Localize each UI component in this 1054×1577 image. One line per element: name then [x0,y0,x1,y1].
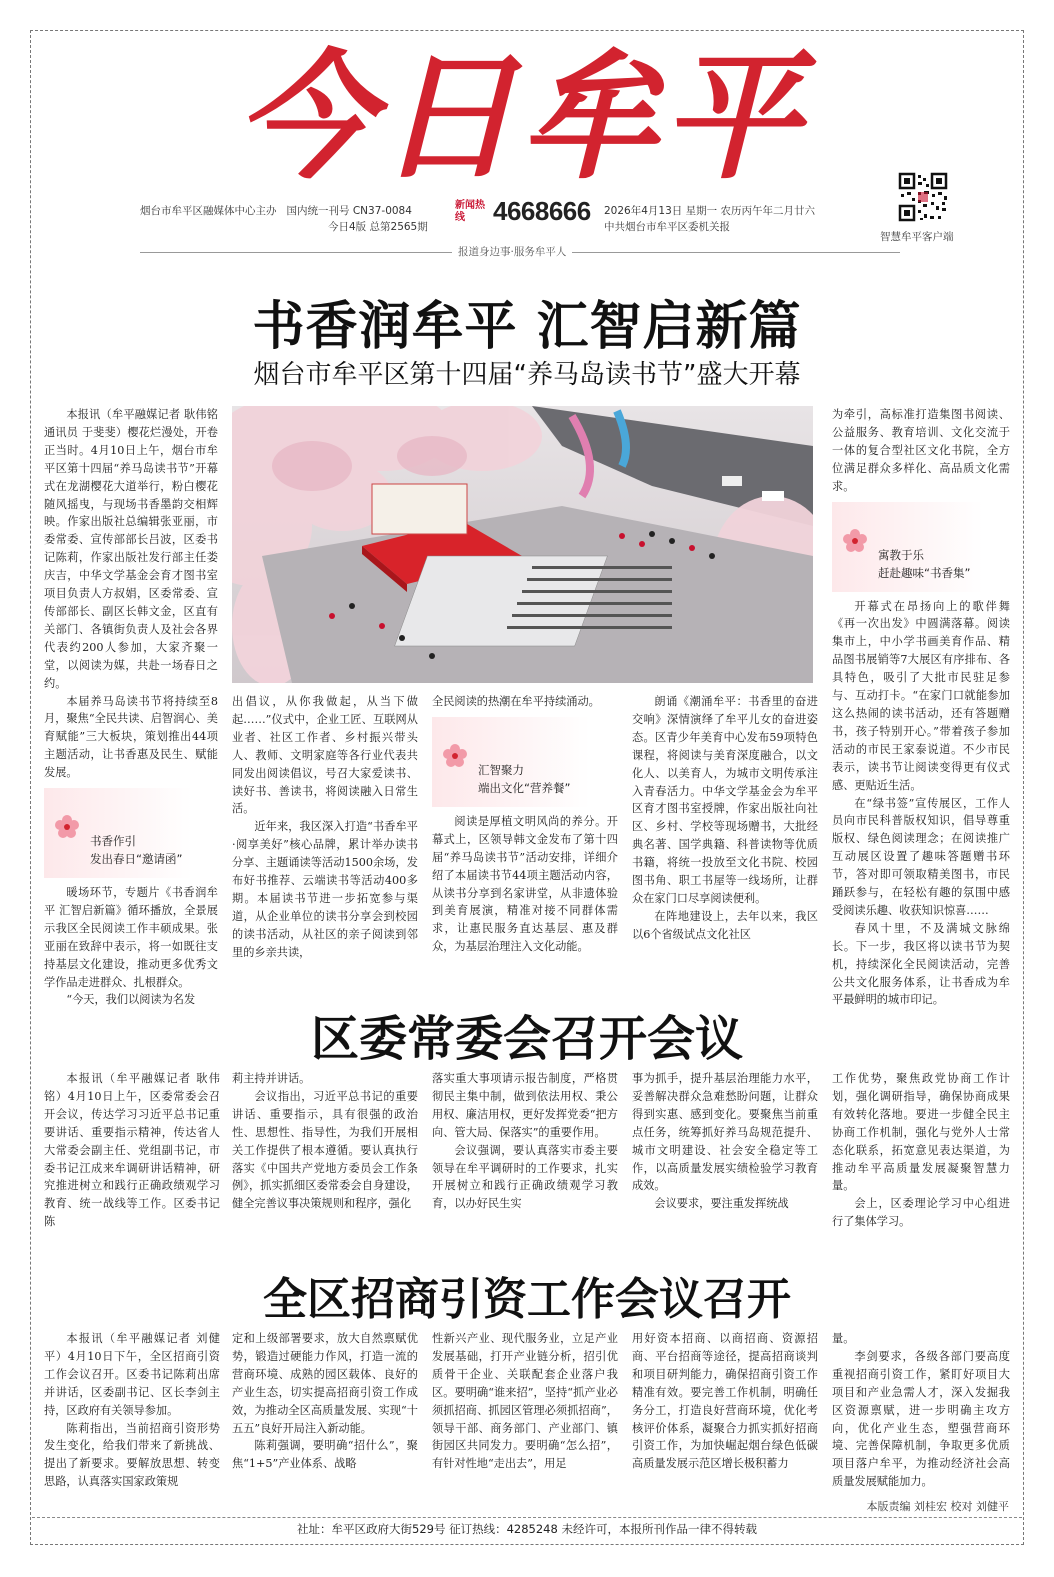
paragraph: 莉主持并讲话。 [232,1072,311,1085]
paragraph: “今天，我们以阅读为名发 [66,993,196,1007]
paragraph: 事为抓手，提升基层治理能力水平，妥善解决群众急难愁盼问题，让群众得到实惠、感到变化。要聚焦当前重点任务，统筹抓好养马岛规范提升、城市文明建设、社会安全稳定等工作，以高质量发展实绩检验学习教育成效。 [632,1072,818,1193]
article2-column-2 [232,1070,418,1213]
article1-column-1 [44,406,218,1009]
paragraph: 会议指出，习近平总书记的重要讲话、重要指示，具有很强的政治性、思想性、指导性，为我们开展相关工作提供了根本遵循。要认真执行落实《中国共产党地方委员会工作条例》，抓实抓细区委常委会自身建设，健全完善议事决策规则和程序，强化 [232,1089,418,1211]
article3-column-3 [432,1330,618,1473]
calligraphy-logo [200,40,840,190]
article1-title[interactable]: 书香润牟平 汇智启新篇 [252,297,802,357]
article3-column-5 [832,1330,1010,1491]
subhead-book-fair [832,502,1010,592]
publishing-org: 中共烟台市牟平区委机关报 [604,221,730,233]
article2-column-4 [632,1070,818,1213]
hotline-label: 新闻热线 [455,200,485,223]
logo-text: 今日牟平 [235,40,805,190]
article3-column-2 [232,1330,418,1473]
article1-column-3 [432,693,618,956]
paragraph: 工作优势，聚焦政党协商工作计划，强化调研指导，确保协商成果有效转化落地。要进一步健全民主协商工作机制，强化与党外人士常态化联系，拓宽意见表达渠道，为推动牟平高质量发展凝聚智慧力量。 [832,1072,1010,1193]
paragraph: 开幕式在昂扬向上的歌伴舞《再一次出发》中圆满落幕。阅读集市上，中小学书画美育作品、精品图书展销等7大展区有序排布、各具特色，吸引了大批市民驻足参与、互动打卡。“在家门口就能参加这么热闹的读书活动，还有答题赠书，孩子特别开心。”带着孩子参加活动的市民王家泰说道。不少市民表示，读书节让阅读变得更有仪式感、更贴近生活。 [832,599,1010,792]
footer-divider [32,1517,1022,1518]
masthead-meta-left [140,203,460,235]
paragraph: 近年来，我区深入打造“书香牟平·阅享美好”核心品牌，累计举办读书分享、主题诵读等活动1500余场，发布好书推荐、云端读书等活动400多期。本届读书节进一步拓宽参与渠道，从企业单位的读书分享会到校园的读书活动，从社区的亲子阅读到邻里的乡亲共读， [232,820,418,959]
paragraph: 陈莉指出，当前招商引资形势发生变化，给我们带来了新挑战、提出了新要求。要解放思想、转变思路，认真落实国家政策规 [44,1421,220,1489]
paragraph: 量。 [832,1332,855,1345]
cherry-blossom-icon [440,723,470,753]
paragraph: 春风十里，不及满城文脉绵长。下一步，我区将以读书节为契机，持续深化全民阅读活动，完善公共文化服务体系，让书香成为牟平最鲜明的城市印记。 [832,921,1010,1007]
article2-column-3 [432,1070,618,1213]
paragraph: 会议强调，要认真落实市委主要领导在牟平调研时的工作要求，扎实开展树立和践行正确政绩观学习教育，以办好民生实 [432,1143,618,1211]
article3-column-1 [44,1330,220,1491]
subhead-text: 寓教于乐 赶赴趣味“书香集” [878,547,971,580]
article2-title[interactable]: 区委常委会召开会议 [310,1011,743,1067]
paragraph: 本报讯（牟平融媒记者 耿伟铭）4月10日上午，区委常委会召开会议，传达学习习近平总书记重要讲话、重要指示精神，传达省人大常委会副主任、党组副书记，市委书记江成来牟调研讲话精神，研究推进树立和践行正确政绩观学习教育、统一战线等工作。区委书记陈 [44,1072,220,1229]
issue-date: 2026年4月13日 星期一 农历丙午年二月廿六 [604,205,815,217]
opening-ceremony-photo [232,406,813,683]
masthead-logo [200,40,840,190]
article2-column-5 [832,1070,1010,1231]
paragraph: 性新兴产业、现代服务业，立足产业发展基础，打开产业链分析，招引优质骨干企业、关联配套企业落户我区。要明确“谁来招”，坚持“抓产业必须抓招商、抓园区管理必须抓招商”，领导干部、商务部门、产业部门、镇街园区共同发力。要明确“怎么招”，有针对性地“走出去”，用足 [432,1332,618,1471]
slogan: 报道身边事·服务牟平人 [452,244,572,259]
cherry-blossom-icon [840,508,870,538]
paragraph: 在阵地建设上，去年以来，我区以6个省级试点文化社区 [632,909,818,941]
article1-column-4 [632,693,818,944]
paragraph: 阅读是厚植文明风尚的养分。开幕式上，区领导韩文金发布了第十四届“养马岛读书节”活动安排，详细介绍了本届读书节44项主题活动内容，从读书分享到名家讲堂，从非遗体验到美育展演，精准对接不同群体需求，让惠民服务直达基层、惠及群众，为基层治理注入文化动能。 [432,814,618,954]
paragraph: 会上，区委理论学习中心组进行了集体学习。 [832,1197,1010,1229]
masthead-meta-right [604,203,874,235]
paragraph: 全民阅读的热潮在牟平持续涌动。 [432,695,600,708]
paragraph: 本届养马岛读书节将持续至8月，聚焦“全民共读、启智润心、美育赋能”三大板块，策划推出44项主题活动，让书香惠及民生、赋能发展。 [44,694,218,780]
qr-code-icon[interactable] [898,172,948,222]
article1-column-5 [832,406,1010,1009]
paragraph: 为牵引，高标准打造集图书阅读、公益服务、教育培训、文化交流于一体的复合型社区文化书院，全方位满足群众多样化、高品质文化需求。 [832,408,1010,493]
paragraph: 定和上级部署要求，放大自然禀赋优势，锻造过硬能力作风，打造一流的营商环境、成熟的园区载体、良好的产业生态，切实提高招商引资工作成效，为推动全区高质量发展、实现“十五五”良好开局注入新动能。 [232,1332,418,1435]
paragraph: 陈莉强调，要明确“招什么”，聚焦“1+5”产业体系、战略 [232,1439,418,1471]
subhead-nutrition [432,717,618,807]
hotline-number: 4668666 [493,196,591,226]
article1-column-2 [232,693,418,962]
paragraph: 落实重大事项请示报告制度，严格贯彻民主集中制，做到依法用权、秉公用权、廉洁用权，更好发挥党委“把方向、管大局、保落实”的重要作用。 [432,1072,618,1139]
paragraph: 用好资本招商、以商招商、资源招商、平台招商等途径，提高招商谈判和项目研判能力，确保招商引资工作精准有效。要完善工作机制，明确任务分工，打造良好营商环境，优化考核评价体系，凝聚合力抓实抓好招商引资工作，为加快崛起烟台绿色低碳高质量发展示范区增长极积蓄力 [632,1332,818,1471]
paragraph: 李剑要求，各级各部门要高度重视招商引资工作，紧盯好项目大项目和产业急需人才，深入发掘我区资源禀赋，进一步明确主攻方向，优化产业生态，塑强营商环境、完善保障机制，争取更多优质项目落户牟平，为推动经济社会高质量发展赋能加力。 [832,1349,1010,1489]
subhead-text: 汇智聚力 端出文化“营养餐” [478,762,571,795]
paragraph: 本报讯（牟平融媒记者 耿伟铭 通讯员 于斐斐）樱花烂漫处，开卷正当时。4月10日上午，烟台市牟平区第十四届“养马岛读书节”开幕式在龙湖樱花大道举行，粉白樱花随风摇曳，与现场书香墨韵交相辉映。作家出版社总编辑张亚丽，市委常委、宣传部部长吕波，区委书记陈莉，作家出版社发行部主任娄庆吉，中华文学基金会育才图书室项目负责人方叔娟，区委常委、宣传部部长、副区长韩文金，区直有关部门、各镇街负责人及社会各界代表约200人参加，大家齐聚一堂，以阅读为媒，共赴一场春日之约。 [44,408,218,690]
issue-number: 今日4版 总第2565期 [328,221,428,233]
subhead-invitation [44,788,218,878]
qr-label: 智慧牟平客户端 [880,231,954,243]
paragraph: 朗诵《潮涌牟平：书香里的奋进交响》深情演绎了牟平儿女的奋进姿态。区青少年美育中心发布59项特色课程，将阅读与美育深度融合，以文化人、以美育人，为城市文明传承注入青春活力。中华文学基金会为牟平区育才图书室授牌，作家出版社向社区、乡村、学校等现场赠书，大批经典名著、国学典籍、科普读物等优质书籍，将统一投放至文化书院、校园图书角、职工书屋等一线场所，让群众在家门口尽享阅读便利。 [632,695,818,905]
paragraph: 出倡议，从你我做起，从当下做起……”仪式中，企业工匠、互联网从业者、社区工作者、乡村振兴带头人、教师、文明家庭等各行业代表共同发出阅读倡议，号召大家爱读书、读好书、善读书，将阅读融入日常生活。 [232,695,418,816]
paragraph: 在“绿书签”宣传展区，工作人员向市民科普版权知识，倡导尊重版权、绿色阅读理念；在阅读推广互动展区设置了趣味答题赠书环节，答对即可领取精美图书，市民踊跃参与，在轻松有趣的氛围中感受阅读乐趣、收获知识惊喜…… [832,796,1010,917]
paragraph: 本报讯（牟平融媒记者 刘健平）4月10日下午，全区招商引资工作会议召开。区委书记陈莉出席并讲话，区委副书记、区长李剑主持，区政府有关领导参加。 [44,1332,220,1417]
paragraph: 会议要求，要注重发挥统战 [654,1197,789,1211]
issn: 国内统一刊号 CN37-0084 [286,205,412,217]
article3-title[interactable]: 全区招商引资工作会议召开 [263,1274,791,1325]
subhead-text: 书香作引 发出春日“邀请函” [90,834,183,867]
cherry-blossom-icon [52,794,82,824]
editor-credit: 本版责编 刘桂宏 校对 刘健平 [866,1500,1009,1513]
host-org: 烟台市牟平区融媒体中心主办 [140,205,277,217]
article1-subtitle: 烟台市牟平区第十四届“养马岛读书节”盛大开幕 [253,360,801,390]
footer-address: 社址：牟平区政府大街529号 征订热线：4285248 未经许可，本报所刊作品一律不得转载 [297,1522,757,1536]
article2-column-1 [44,1070,220,1231]
paragraph: 暖场环节，专题片《书香润牟平 汇智启新篇》循环播放，全景展示我区全民阅读工作丰硕成果。张亚丽在致辞中表示，将一如既往支持基层文化建设，推动更多优秀文学作品走进群众、扎根群众。 [44,886,218,989]
article3-column-4 [632,1330,818,1473]
